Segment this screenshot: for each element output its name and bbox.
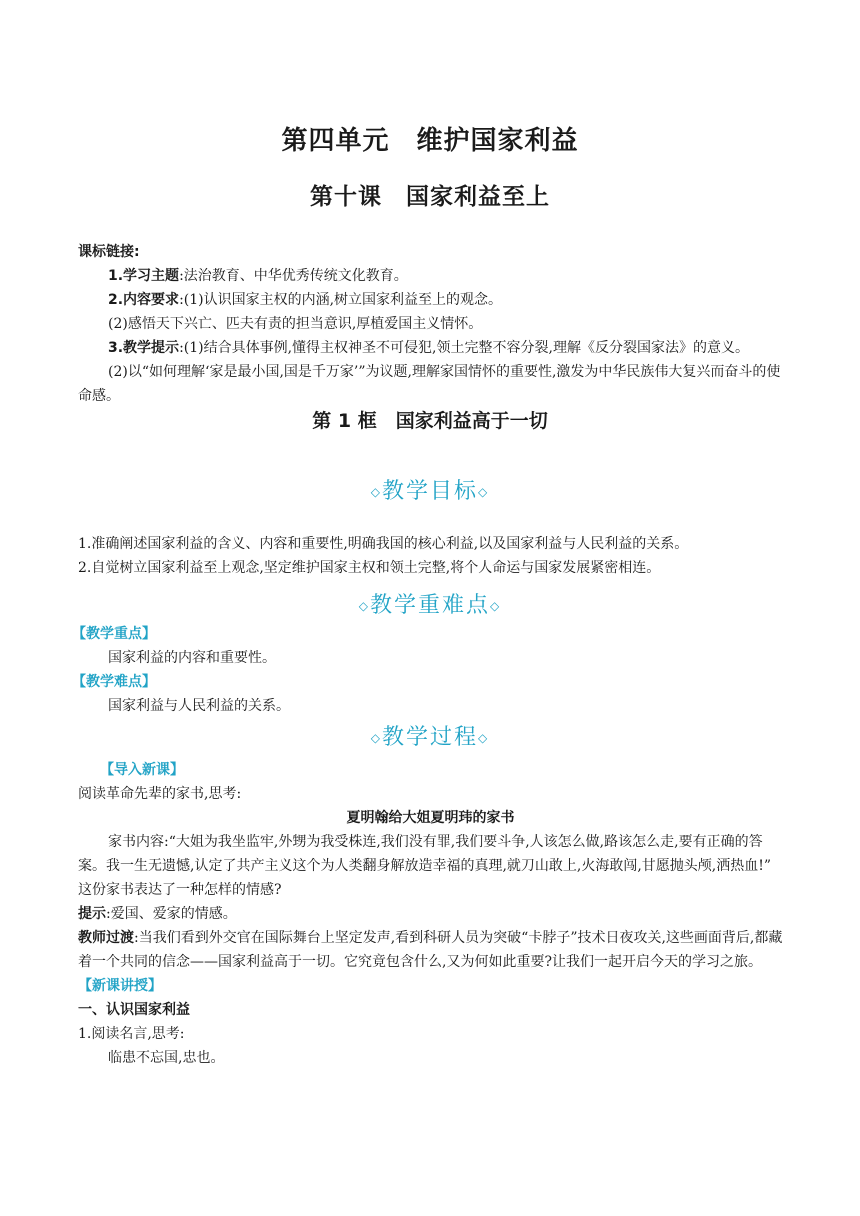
letter-content — [78, 830, 783, 878]
curriculum-item-1-label: 1.学习主题 — [108, 268, 180, 284]
diamond-icon: ◇ — [490, 599, 502, 613]
difficulty-text: 国家利益与人民利益的关系。 — [108, 698, 290, 714]
intro-tag: 【导入新课】 — [100, 762, 184, 778]
step-1: 1.阅读名言,思考: — [78, 1026, 185, 1042]
key-points-title: 教学重难点 — [369, 593, 490, 618]
curriculum-item-2-text: :(1)认识国家主权的内涵,树立国家利益至上的观念。 — [179, 292, 503, 308]
curriculum-item-3 — [78, 336, 783, 360]
curriculum-item-3-label: 3.教学提示 — [108, 340, 180, 356]
curriculum-item-2 — [78, 288, 783, 312]
diamond-icon: ◇ — [358, 599, 370, 613]
diamond-icon: ◇ — [370, 731, 382, 745]
diamond-icon: ◇ — [478, 731, 490, 745]
goal-item-2: 2.自觉树立国家利益至上观念,坚定维护国家主权和领土完整,将个人命运与国家发展紧密相连。 — [78, 560, 661, 576]
key-points-section — [72, 622, 777, 718]
goals-section — [78, 532, 783, 580]
process-section — [78, 758, 783, 1070]
goals-title: 教学目标 — [381, 479, 478, 504]
goals-heading — [0, 474, 860, 505]
unit-title: 第四单元 维护国家利益 — [281, 126, 579, 156]
quote: 临患不忘国,忠也。 — [108, 1050, 225, 1066]
frame-title: 第 1 框 国家利益高于一切 — [312, 410, 548, 432]
letter-title: 夏明翰给大姐夏明玮的家书 — [346, 810, 515, 826]
key-points-heading — [0, 588, 860, 619]
hint-label: 提示 — [78, 906, 106, 922]
section-1-title: 一、认识国家利益 — [78, 1002, 190, 1018]
transition-text: :当我们看到外交官在国际舞台上坚定发声,看到科研人员为突破“卡脖子”技术日夜攻关,这些画面背后,都藏着一个共同的信念——国家利益高于一切。它究竟包含什么,又为何如此重要?让我们一起开启今天的学习之旅。 — [78, 930, 783, 970]
curriculum-item-2-label: 2.内容要求 — [108, 292, 180, 308]
lesson-title: 第十课 国家利益至上 — [310, 184, 550, 210]
letter-text: “大姐为我坐监牢,外甥为我受株连,我们没有罪,我们要斗争,人该怎么做,路该怎么走,要有正确的答案。我一生无遗憾,认定了共产主义这个为人类翻身解放造幸福的真理,就刀山敢上,火海敢闯,甘愿抛头颅,洒热血!” — [78, 834, 772, 874]
letter-label: 家书内容: — [108, 834, 169, 850]
new-lesson-tag: 【新课讲授】 — [78, 978, 162, 994]
curriculum-item-2b: (2)感悟天下兴亡、匹夫有责的担当意识,厚植爱国主义情怀。 — [108, 316, 483, 332]
curriculum-item-3b: (2)以“如何理解‘家是最小国,国是千万家’”为议题,理解家国情怀的重要性,激发为中华民族伟大复兴而奋斗的使命感。 — [78, 364, 781, 404]
transition-label: 教师过渡 — [78, 930, 134, 946]
curriculum-item-1-text: :法治教育、中华优秀传统文化教育。 — [179, 268, 408, 284]
difficulty-tag: 【教学难点】 — [72, 674, 156, 690]
diamond-icon: ◇ — [478, 485, 490, 499]
goal-item-1: 1.准确阐述国家利益的含义、内容和重要性,明确我国的核心利益,以及国家利益与人民利益的关系。 — [78, 536, 689, 552]
intro-prompt: 阅读革命先辈的家书,思考: — [78, 786, 242, 802]
curriculum-heading: 课标链接: — [78, 244, 140, 260]
hint — [78, 902, 783, 926]
process-title: 教学过程 — [381, 725, 478, 750]
curriculum-item-3-text: :(1)结合具体事例,懂得主权神圣不可侵犯,领土完整不容分裂,理解《反分裂国家法》的意义。 — [179, 340, 749, 356]
process-heading — [0, 720, 860, 751]
focus-text: 国家利益的内容和重要性。 — [108, 650, 276, 666]
teacher-transition — [78, 926, 783, 974]
diamond-icon: ◇ — [370, 485, 382, 499]
hint-text: :爱国、爱家的情感。 — [106, 906, 237, 922]
focus-tag: 【教学重点】 — [72, 626, 156, 642]
question: 这份家书表达了一种怎样的情感? — [78, 882, 282, 898]
curriculum-section — [78, 240, 783, 408]
curriculum-item-1 — [78, 264, 783, 288]
